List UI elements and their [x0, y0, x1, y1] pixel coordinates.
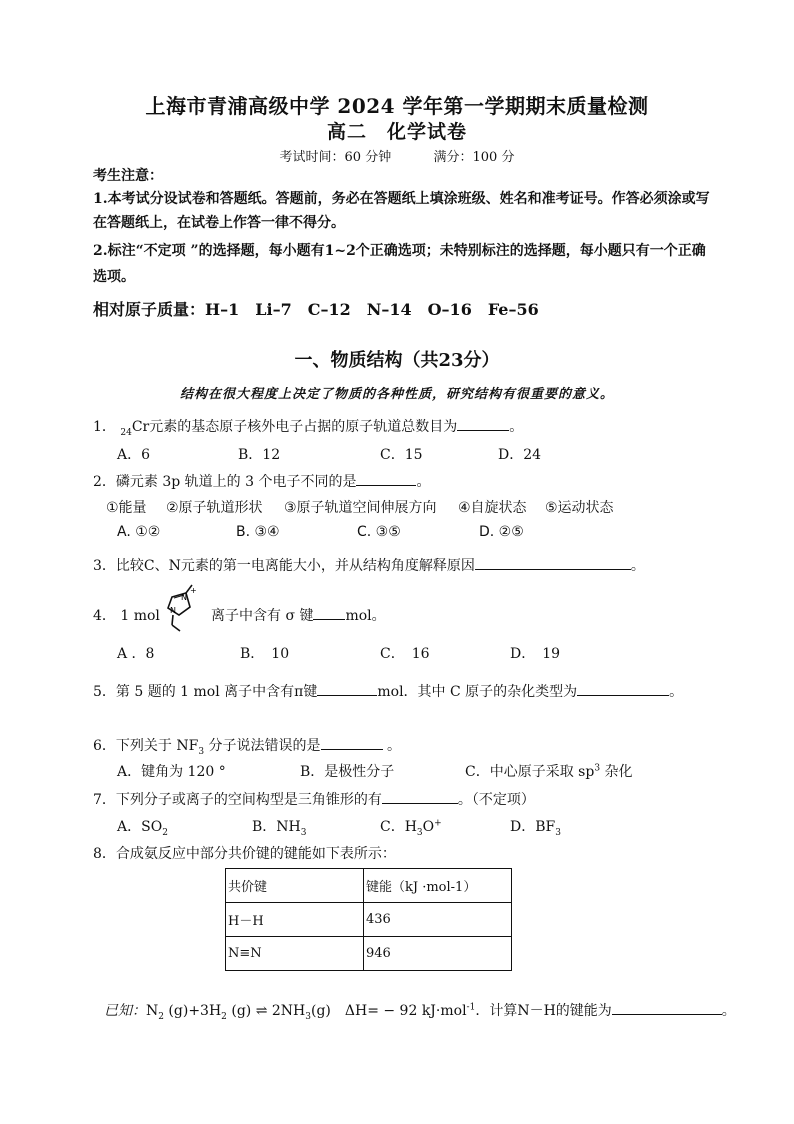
q8-answer-blank[interactable]	[612, 1000, 722, 1015]
q7-option-c-sub: 3	[416, 827, 423, 838]
atomic-mass	[93, 297, 539, 320]
table-header-cell: 共价键	[226, 869, 364, 903]
question-8: 8．合成氨反应中部分共价键的键能如下表所示：	[93, 846, 396, 862]
q4-post: mol。	[345, 608, 386, 624]
q7-option-c-post: O	[422, 819, 435, 835]
q2-choice-4: ④自旋状态	[458, 500, 527, 516]
svg-text:N: N	[181, 593, 187, 602]
q6-post: 分子说法错误的是	[204, 738, 321, 754]
q2-end: 。	[416, 474, 431, 490]
q3-answer-blank[interactable]	[475, 555, 631, 570]
q2-option-d: D. ②⑤	[479, 524, 524, 540]
q8-eq-end: ．计算N－H的键能为	[475, 1003, 612, 1019]
q6-pre: 6．下列关于 NF	[93, 738, 199, 754]
question-6	[93, 735, 401, 757]
q6-end: 。	[386, 738, 401, 754]
svg-text:+: +	[190, 586, 197, 595]
q6-answer-blank[interactable]	[321, 735, 383, 750]
q4-mid: 离子中含有 σ 键	[211, 608, 314, 624]
question-7	[93, 789, 535, 809]
notice-item2-line1: 2.标注“不定项 ”的选择题，每小题有1~2个正确选项；未特别标注的选择题，每小题只有一个正确	[93, 243, 706, 259]
notice-item1-line2: 在答题纸上，在试卷上作答一律不得分。	[93, 215, 345, 231]
q8-end: 。	[721, 1003, 736, 1019]
q7-option-a-sub: 2	[162, 827, 168, 838]
q4-option-b: B． 10	[240, 646, 290, 662]
q6-option-c	[465, 761, 633, 781]
q1-end: 。	[509, 419, 524, 435]
q8-eq-h2-sub: 2	[221, 1011, 227, 1022]
q8-eq-part4: (g) ΔH= − 92 kJ·mol	[310, 1003, 467, 1019]
q8-eq-part2: (g)+3H	[163, 1003, 222, 1019]
table-row	[226, 937, 512, 971]
question-1	[93, 416, 523, 438]
q2-option-b: B. ③④	[236, 524, 280, 540]
q4-answer-blank[interactable]	[313, 605, 345, 620]
q4-pre: 1 mol	[120, 608, 160, 624]
q3-text: 3．比较C、N元素的第一电离能大小，并从结构角度解释原因	[93, 558, 475, 574]
q5-answer-blank-1[interactable]	[317, 681, 377, 696]
q7-option-b-sub: 3	[300, 827, 307, 838]
q7-option-b	[252, 816, 306, 838]
exam-meta	[0, 146, 794, 165]
table-header-row	[226, 869, 512, 903]
q7-option-d	[510, 816, 561, 838]
table-cell: 436	[364, 903, 512, 937]
q1-option-d: D．24	[498, 447, 542, 463]
q8-eq-sup: -1	[466, 1002, 476, 1013]
q2-text: 2．磷元素 3p 轨道上的 3 个电子不同的是	[93, 474, 357, 490]
svg-text:N: N	[170, 606, 176, 615]
section1-title: 一、物质结构（共23分）	[294, 350, 500, 371]
q6-option-b: B．是极性分子	[300, 764, 395, 780]
q5-text: 5．第 5 题的 1 mol 离子中含有π键	[93, 684, 318, 700]
table-cell: N≡N	[226, 937, 364, 971]
q2-option-a: A. ①②	[117, 524, 161, 540]
question-4-rest	[211, 605, 386, 625]
table-row	[226, 903, 512, 937]
q7-option-c	[380, 816, 442, 838]
q7-option-c-sup: +	[434, 818, 442, 829]
q6-option-c-pre: C．中心原子采取 sp	[465, 764, 595, 780]
q1-option-c: C．15	[380, 447, 423, 463]
q2-answer-blank[interactable]	[356, 471, 416, 486]
question-2	[93, 471, 430, 491]
q5-end: 。	[669, 684, 684, 700]
q2-choice-5: ⑤运动状态	[545, 500, 614, 516]
q8-known-label: 已知：	[104, 1003, 146, 1019]
full-score: 满分：100 分	[433, 150, 515, 165]
question-4	[93, 605, 160, 625]
q5-mid: mol．其中 C 原子的杂化类型为	[377, 684, 578, 700]
q4-option-d: D． 19	[510, 646, 561, 662]
exam-subtitle: 高二 化学试卷	[326, 121, 467, 143]
q8-eq-part3: (g) ⇌ 2NH	[226, 1003, 306, 1019]
q4-number: 4．	[93, 608, 116, 624]
q7-option-c-text: C．H	[380, 819, 417, 835]
q8-eq-n2-sub: 2	[158, 1011, 164, 1022]
table-header-cell: 键能（kJ ·mol-1）	[364, 869, 512, 903]
q5-answer-blank-2[interactable]	[577, 681, 669, 696]
q2-option-c: C. ③⑤	[357, 524, 401, 540]
q6-subscript: 3	[198, 746, 205, 757]
atomic-mass-label: 相对原子质量：	[93, 300, 206, 319]
q2-choice-3: ③原子轨道空间伸展方向	[284, 500, 437, 516]
q7-end: 。（不定项）	[457, 792, 535, 808]
q7-option-d-sub: 3	[555, 827, 561, 838]
q6-option-c-post: 杂化	[600, 764, 633, 780]
q7-option-b-text: B．NH	[252, 819, 301, 835]
table-cell: 946	[364, 937, 512, 971]
q7-option-d-text: D．BF	[510, 819, 556, 835]
exam-time: 考试时间：60 分钟	[279, 150, 392, 165]
q2-choice-1: ①能量	[106, 500, 147, 516]
q4-option-c: C． 16	[380, 646, 430, 662]
q3-end: 。	[630, 558, 645, 574]
imidazolium-ion-structure	[158, 583, 202, 639]
q8-eq-nh3-sub: 3	[305, 1011, 311, 1022]
notice-heading: 考生注意：	[93, 168, 163, 184]
q1-subscript: 24	[120, 427, 132, 438]
q1-option-b: B．12	[238, 447, 281, 463]
notice-item2-line2: 选项。	[93, 269, 135, 285]
table-cell: H－H	[226, 903, 364, 937]
question-5	[93, 681, 683, 701]
q6-option-a: A．键角为 120 °	[117, 764, 226, 780]
q6-option-c-sup: 3	[594, 763, 601, 774]
q1-answer-blank[interactable]	[457, 416, 509, 431]
q8-eq-n2: N	[146, 1003, 159, 1019]
section1-motto: 结构在很大程度上决定了物质的各种性质，研究结构有很重要的意义。	[180, 387, 615, 402]
q7-option-a-text: A．SO	[117, 819, 163, 835]
bond-energy-table-wrap	[225, 868, 512, 971]
q1-option-a: A．6	[117, 447, 151, 463]
q1-text: Cr元素的基态原子核外电子占据的原子轨道总数目为	[131, 419, 458, 435]
question-3	[93, 555, 645, 575]
atomic-mass-values: H–1 Li–7 C–12 N–14 O–16 Fe–56	[205, 300, 539, 319]
q1-number: 1．	[93, 419, 116, 435]
q2-choice-2: ②原子轨道形状	[166, 500, 263, 516]
q7-option-a	[117, 816, 168, 838]
bond-energy-table	[225, 868, 512, 971]
q8-known-equation	[104, 1000, 736, 1022]
notice-item1-line1: 1.本考试分设试卷和答题纸。答题前，务必在答题纸上填涂班级、姓名和准考证号。作答必须涂或写	[93, 191, 710, 207]
q4-option-a: A ．8	[117, 646, 155, 662]
q7-answer-blank[interactable]	[382, 789, 458, 804]
q7-text: 7．下列分子或离子的空间构型是三角锥形的有	[93, 792, 382, 808]
exam-title: 上海市青浦高级中学 2024 学年第一学期期末质量检测	[145, 94, 649, 118]
